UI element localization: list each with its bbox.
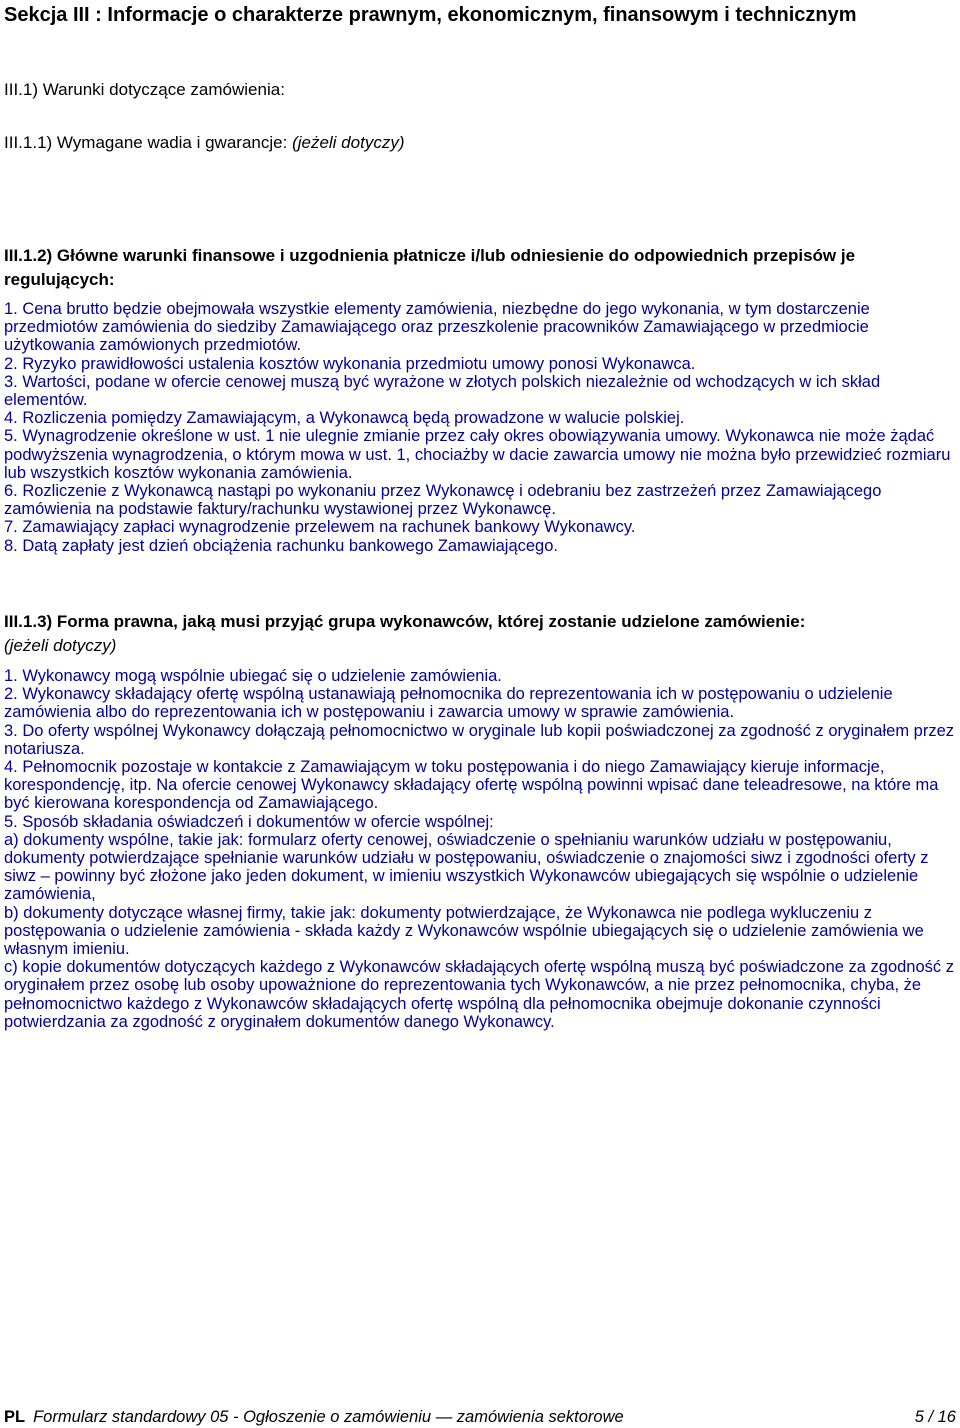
list-item: 1. Cena brutto będzie obejmowała wszystkie elementy zamówienia, niezbędne do jego wykonania, w tym dostarczenie przedmiotów zamówienia do siedziby Zamawiającego oraz przeszkolenie pracowników Zamawiającego w przedmiocie użytkowania zamówionych przedmiotów. [4,300,870,355]
heading-iii-1-1-note: (jeżeli dotyczy) [292,133,405,152]
list-item: 5. Wynagrodzenie określone w ust. 1 nie ulegnie zmianie przez cały okres obowiązywania umowy. Wykonawca nie może żądać podwyższenia wynagrodzenia, o którym mowa w ust. 1, chociażby w dacie zawarcia umowy nie można było przewidzieć rozmiaru lub wszystkich kosztów wykonania zamówienia. [4,427,951,482]
list-item: 1. Wykonawcy mogą wspólnie ubiegać się o udzielenie zamówienia. [4,667,502,685]
footer-page-number: 5 / 16 [914,1408,956,1426]
list-item: 4. Pełnomocnik pozostaje w kontakcie z Zamawiającym w toku postępowania i do niego Zamawiający kieruje informacje, korespondencję, itp. Na ofercie cenowej Wykonawcy składający ofertę wspólną powinni wpisać dane teleadresowe, na które ma być kierowana korespondencja od Zamawiającego. [4,758,939,813]
section-title: Sekcja III : Informacje o charakterze prawnym, ekonomicznym, finansowym i technicznym [4,4,857,26]
heading-iii-1: III.1) Warunki dotyczące zamówienia: [4,80,285,99]
heading-iii-1-1 [4,133,404,153]
list-item: a) dokumenty wspólne, takie jak: formularz oferty cenowej, oświadczenie o spełnianiu warunków udziału w postępowaniu, dokumenty potwierdzające spełnianie warunków udziału w postępowaniu, oświadczenie o znajomości siwz i zgodności oferty z siwz – powinny być złożone jako jeden dokument, w imieniu wszystkich Wykonawców ubiegających się wspólnie o udzielenie zamówienia, [4,830,929,904]
heading-iii-1-3-text: III.1.3) Forma prawna, jaką musi przyjąć grupa wykonawców, której zostanie udzielone zamówienie: [4,612,806,631]
page-footer [4,1407,956,1427]
heading-iii-1-1-text: III.1.1) Wymagane wadia i gwarancje: [4,133,288,152]
legal-form-list [4,667,956,1031]
list-item: 4. Rozliczenia pomiędzy Zamawiającym, a Wykonawcą będą prowadzone w walucie polskiej. [4,409,685,428]
footer-language-code: PL [4,1408,26,1426]
heading-iii-1-2: III.1.2) Główne warunki finansowe i uzgodnienia płatnicze i/lub odniesienie do odpowiednich przepisów je regulujących: [4,246,856,289]
list-item: 6. Rozliczenie z Wykonawcą nastąpi po wykonaniu przez Wykonawcę i odebraniu bez zastrzeżeń przez Zamawiającego zamówienia na podstawie faktury/rachunku wystawionej przez Wykonawcę. [4,482,882,519]
financial-conditions-list [4,300,956,555]
list-item: c) kopie dokumentów dotyczących każdego z Wykonawców składających ofertę wspólną muszą być poświadczone za zgodność z oryginałem przez osobę lub osoby upoważnione do reprezentowania tych Wykonawców, a nie przez pełnomocnika, chyba, że pełnomocnictwo każdego z Wykonawców składających ofertę wspólną dla pełnomocnika obejmuje dokonanie czynności potwierdzania za zgodność z oryginałem dokumentów danego Wykonawcy. [4,958,954,1031]
list-item: 8. Datą zapłaty jest dzień obciążenia rachunku bankowego Zamawiającego. [4,536,558,555]
list-item: b) dokumenty dotyczące własnej firmy, takie jak: dokumenty potwierdzające, że Wykonawca nie podlega wykluczeniu z postępowania o udzielenie zamówienia - składa każdy z Wykonawców wspólnie ubiegających się o udzielenie zamówienia we własnym imieniu. [4,903,924,959]
list-item: 2. Wykonawcy składający ofertę wspólną ustanawiają pełnomocnika do reprezentowania ich w postępowaniu o udzielenie zamówienia albo do reprezentowania ich w postępowaniu i zawarcia umowy w sprawie zamówienia. [4,685,893,722]
list-item: 5. Sposób składania oświadczeń i dokumentów w ofercie wspólnej: [4,812,494,831]
list-item: 3. Do oferty wspólnej Wykonawcy dołączają pełnomocnictwo w oryginale lub kopii poświadczonej za zgodność z oryginałem przez notariusza. [4,721,954,758]
footer-form-name: Formularz standardowy 05 - Ogłoszenie o zamówieniu — zamówienia sektorowe [33,1408,624,1426]
heading-iii-1-3-note: (jeżeli dotyczy) [4,636,117,655]
heading-iii-1-3 [4,610,954,658]
list-item: 2. Ryzyko prawidłowości ustalenia kosztów wykonania przedmiotu umowy ponosi Wykonawca. [4,354,696,373]
list-item: 7. Zamawiający zapłaci wynagrodzenie przelewem na rachunek bankowy Wykonawcy. [4,518,636,537]
list-item: 3. Wartości, podane w ofercie cenowej muszą być wyrażone w złotych polskich niezależnie od wchodzących w ich skład elementów. [4,372,881,410]
